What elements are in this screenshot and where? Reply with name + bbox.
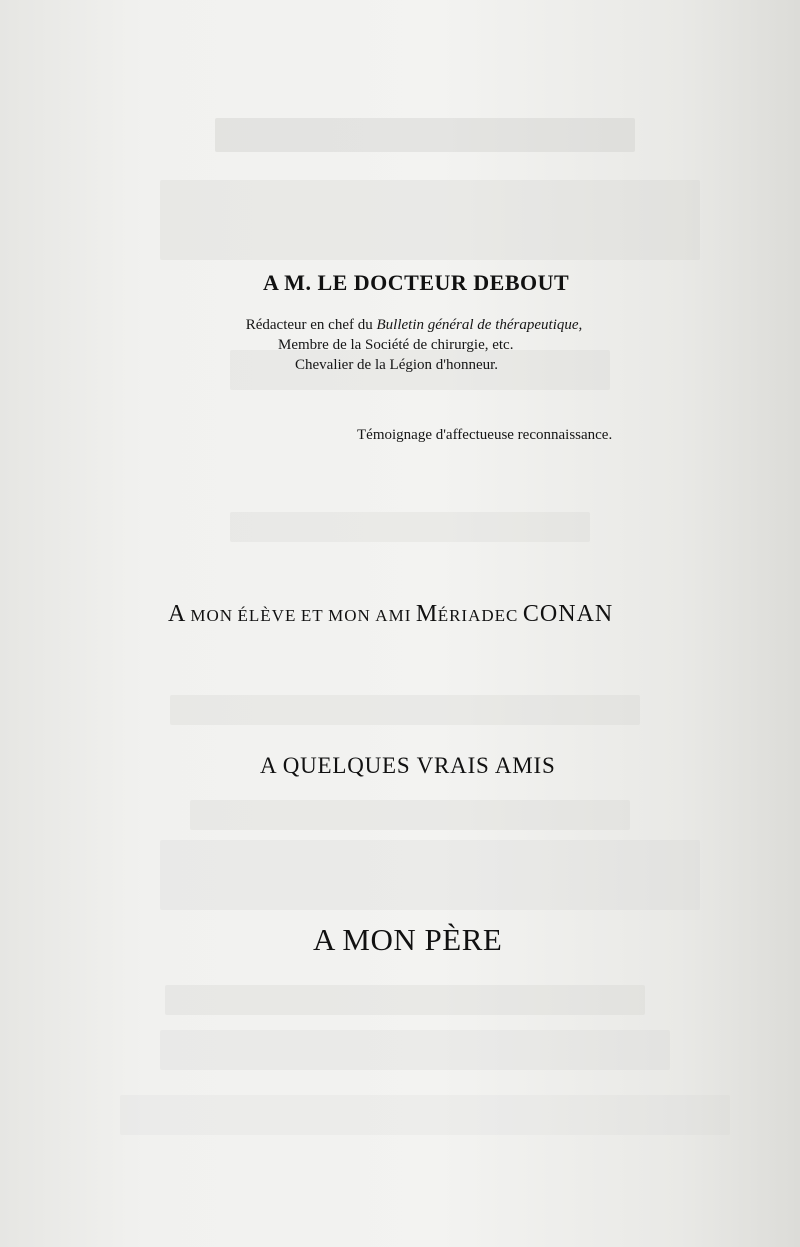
bleed-through-smudge [160, 1030, 670, 1070]
dedication-debout-line-societe: Membre de la Société de chirurgie, etc. [278, 337, 514, 353]
dedication-amis-heading: A QUELQUES VRAIS AMIS [260, 753, 556, 778]
dedication-conan: A MON ÉLÈVE ET MON AMI MÉRIADEC CONAN [168, 601, 614, 627]
dedication-pere-heading: A MON PÈRE [313, 922, 503, 957]
dedication-debout-heading: A M. LE DOCTEUR DEBOUT [263, 270, 570, 295]
bleed-through-smudge [165, 985, 645, 1015]
dedication-debout-line-editor: Rédacteur en chef du Bulletin général de thérapeutique, [245, 317, 583, 333]
bleed-through-smudge [160, 180, 700, 260]
bleed-through-smudge [120, 1095, 730, 1135]
bleed-through-smudge [160, 840, 700, 910]
bleed-through-smudge [230, 512, 590, 542]
bleed-through-smudge [215, 118, 635, 152]
bleed-through-smudge [170, 695, 640, 725]
conan-name: CONAN [522, 601, 614, 627]
bleed-through-smudge [190, 800, 630, 830]
dedication-debout-line-legion: Chevalier de la Légion d'honneur. [295, 357, 499, 373]
dedication-debout-tribute: Témoignage d'affectueuse reconnaissance. [357, 427, 613, 443]
bulletin-title: Bulletin général de thérapeutique, [376, 317, 583, 333]
